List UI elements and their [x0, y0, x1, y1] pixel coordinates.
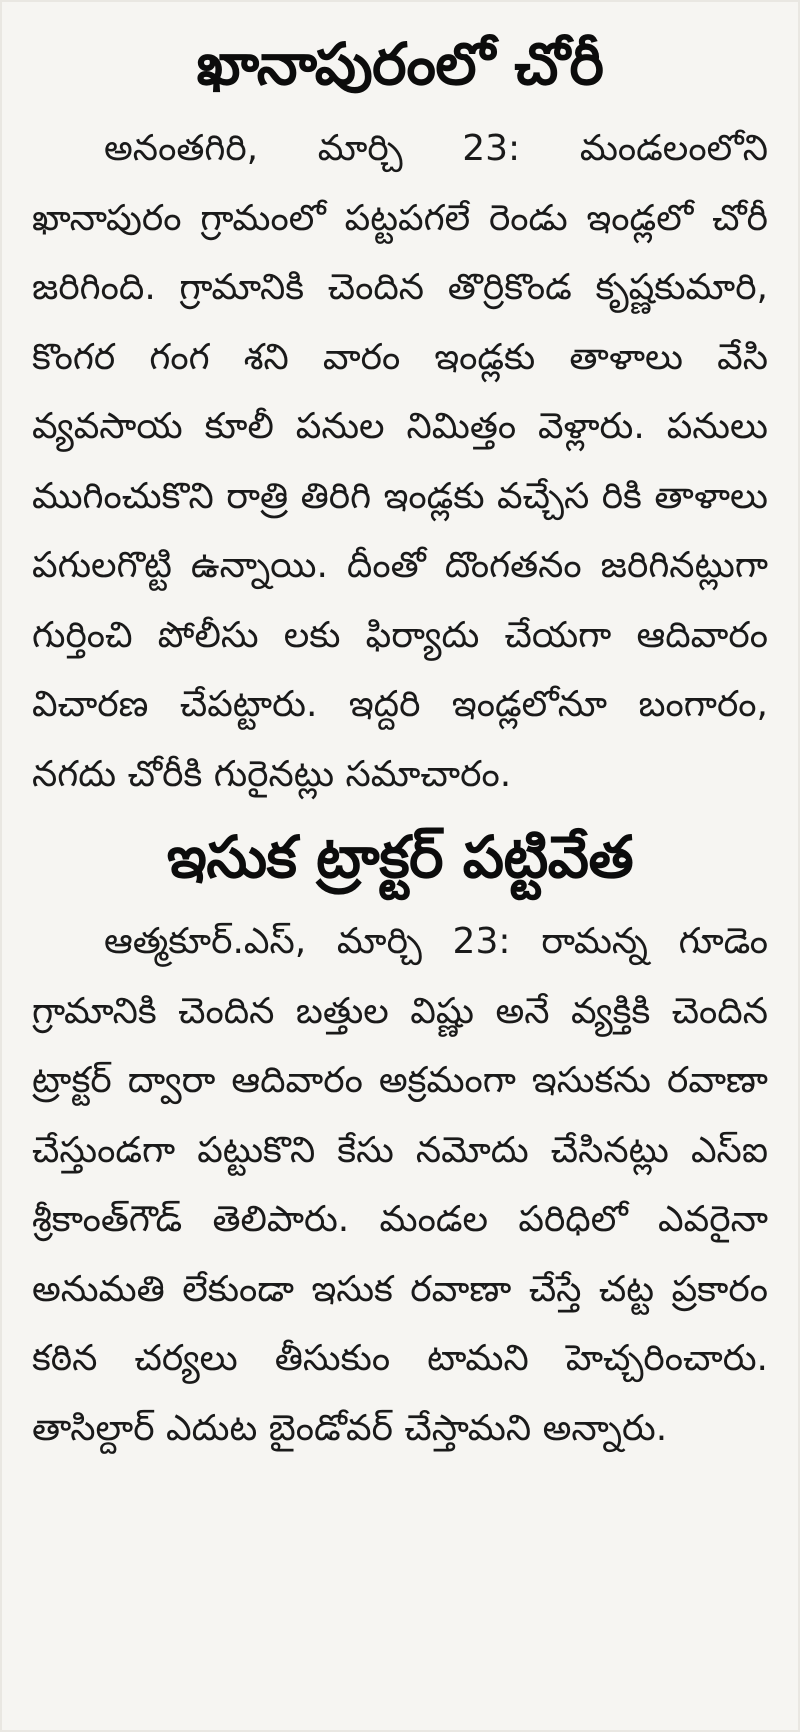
article-sand-tractor: [32, 811, 768, 1463]
article-body: అనంతగిరి, మార్చి 23: మండలంలోని ఖానాపురం గ్రామంలో పట్టపగలే రెండు ఇండ్లలో చోరీ జరిగింది. గ్రామానికి చెందిన తొర్రికొండ కృష్ణకుమారి, కొంగర గంగ శని వారం ఇండ్లకు తాళాలు వేసి వ్యవసాయ కూలీ పనుల నిమిత్తం వెళ్లారు. పనులు ముగించుకొని రాత్రి తిరిగి ఇండ్లకు వచ్చేస రికి తాళాలు పగులగొట్టి ఉన్నాయి. దీంతో దొంగతనం జరిగినట్లుగా గుర్తించి పోలీసు లకు ఫిర్యాదు చేయగా ఆదివారం విచారణ చేపట్టారు. ఇద్దరి ఇండ్లలోనూ బంగారం, నగదు చోరీకి గురైనట్లు సమాచారం.: [32, 128, 768, 795]
article-headline: ఇసుక ట్రాక్టర్‌ పట్టివేత: [166, 823, 634, 891]
article-body: ఆత్మకూర్‌.ఎస్‌, మార్చి 23: రామన్న గూడెం గ్రామానికి చెందిన బత్తుల విష్ణు అనే వ్యక్తికి చెందిన ట్రాక్టర్‌ ద్వారా ఆదివారం అక్రమంగా ఇసుకను రవాణా చేస్తుండగా పట్టుకొని కేసు నమోదు చేసినట్లు ఎస్‌ఐ శ్రీకాంత్‌గౌడ్‌ తెలిపారు. మండల పరిధిలో ఎవరైనా అనుమతి లేకుండా ఇసుక రవాణా చేస్తే చట్ట ప్రకారం కఠిన చర్యలు తీసుకుం టామని హెచ్చరించారు. తాసిల్దార్‌ ఎదుట బైండోవర్‌ చేస్తామని అన్నారు.: [32, 921, 768, 1449]
article-headline: ఖానాపురంలో చోరీ: [196, 30, 604, 98]
article-theft: [32, 18, 768, 809]
